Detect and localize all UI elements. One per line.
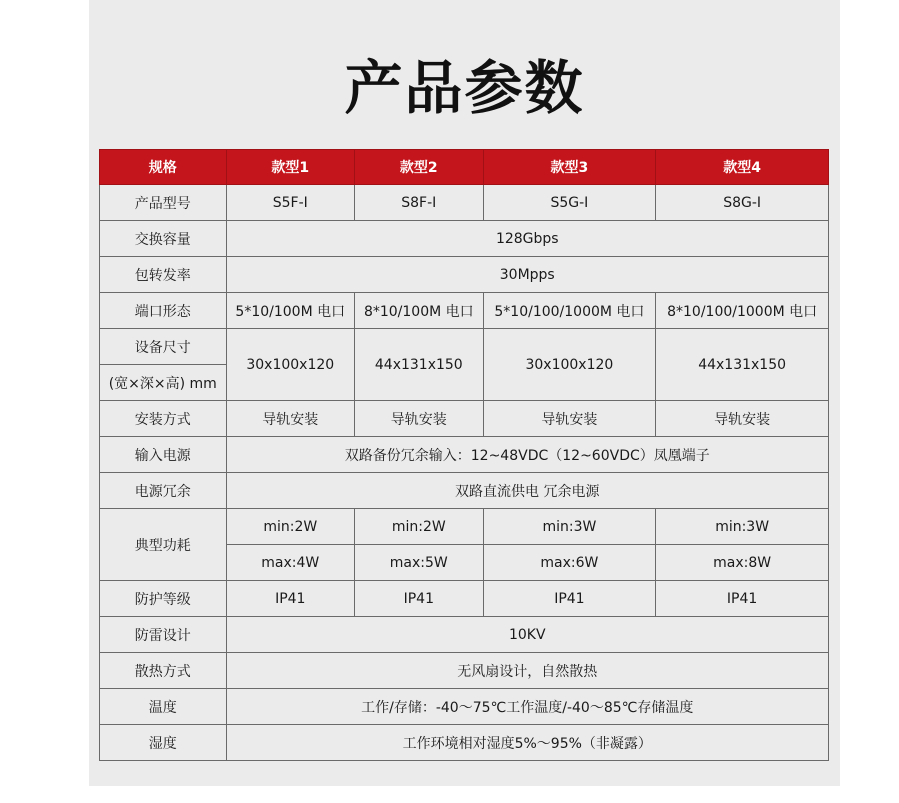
table-row — [100, 581, 829, 617]
header-spec: 规格 — [100, 150, 227, 185]
cell-value: max:6W — [483, 545, 656, 581]
cell-value: 10KV — [226, 617, 828, 653]
row-label: 散热方式 — [100, 653, 227, 689]
cell-value: 双路直流供电 冗余电源 — [226, 473, 828, 509]
cell-value: 导轨安装 — [355, 401, 484, 437]
table-row — [100, 689, 829, 725]
row-label: 安装方式 — [100, 401, 227, 437]
cell-value: IP41 — [355, 581, 484, 617]
spec-panel — [89, 0, 840, 786]
cell-value: 8*10/100/1000M 电口 — [656, 293, 829, 329]
table-row — [100, 473, 829, 509]
table-row — [100, 401, 829, 437]
cell-value: max:5W — [355, 545, 484, 581]
cell-value: min:3W — [656, 509, 829, 545]
header-model-4: 款型4 — [656, 150, 829, 185]
cell-value: S5F-I — [226, 185, 355, 221]
cell-value: IP41 — [656, 581, 829, 617]
header-model-1: 款型1 — [226, 150, 355, 185]
row-label: 输入电源 — [100, 437, 227, 473]
row-label: 包转发率 — [100, 257, 227, 293]
table-row — [100, 437, 829, 473]
cell-value: 无风扇设计，自然散热 — [226, 653, 828, 689]
row-label: 湿度 — [100, 725, 227, 761]
table-row — [100, 509, 829, 545]
cell-value: 双路备份冗余输入：12~48VDC（12~60VDC）凤凰端子 — [226, 437, 828, 473]
header-model-2: 款型2 — [355, 150, 484, 185]
row-label: 产品型号 — [100, 185, 227, 221]
row-label: 电源冗余 — [100, 473, 227, 509]
table-row — [100, 221, 829, 257]
cell-value: 导轨安装 — [656, 401, 829, 437]
cell-value: 工作环境相对湿度5%～95%（非凝露） — [226, 725, 828, 761]
table-row — [100, 653, 829, 689]
cell-value: 工作/存储：-40～75℃工作温度/-40～85℃存储温度 — [226, 689, 828, 725]
cell-value: 导轨安装 — [226, 401, 355, 437]
cell-value: max:4W — [226, 545, 355, 581]
table-row — [100, 329, 829, 365]
cell-value: min:3W — [483, 509, 656, 545]
table-row — [100, 617, 829, 653]
cell-value: S5G-I — [483, 185, 656, 221]
cell-value: 5*10/100/1000M 电口 — [483, 293, 656, 329]
row-label: 防护等级 — [100, 581, 227, 617]
cell-value: 30x100x120 — [226, 329, 355, 401]
cell-value: S8G-I — [656, 185, 829, 221]
row-label: 交换容量 — [100, 221, 227, 257]
table-row — [100, 293, 829, 329]
header-model-3: 款型3 — [483, 150, 656, 185]
spec-table — [99, 149, 829, 761]
row-label-sub: (宽×深×高) mm — [100, 365, 227, 401]
row-label: 典型功耗 — [100, 509, 227, 581]
cell-value: 128Gbps — [226, 221, 828, 257]
table-row — [100, 257, 829, 293]
cell-value: 导轨安装 — [483, 401, 656, 437]
table-row — [100, 185, 829, 221]
cell-value: min:2W — [355, 509, 484, 545]
cell-value: max:8W — [656, 545, 829, 581]
cell-value: IP41 — [226, 581, 355, 617]
row-label: 设备尺寸 — [100, 329, 227, 365]
cell-value: 44x131x150 — [656, 329, 829, 401]
table-row — [100, 725, 829, 761]
cell-value: 30x100x120 — [483, 329, 656, 401]
page-title: 产品参数 — [344, 54, 585, 122]
cell-value: 8*10/100M 电口 — [355, 293, 484, 329]
cell-value: 5*10/100M 电口 — [226, 293, 355, 329]
row-label: 防雷设计 — [100, 617, 227, 653]
cell-value: S8F-I — [355, 185, 484, 221]
cell-value: 30Mpps — [226, 257, 828, 293]
row-label: 端口形态 — [100, 293, 227, 329]
row-label: 温度 — [100, 689, 227, 725]
cell-value: 44x131x150 — [355, 329, 484, 401]
cell-value: min:2W — [226, 509, 355, 545]
table-header-row — [100, 150, 829, 185]
cell-value: IP41 — [483, 581, 656, 617]
